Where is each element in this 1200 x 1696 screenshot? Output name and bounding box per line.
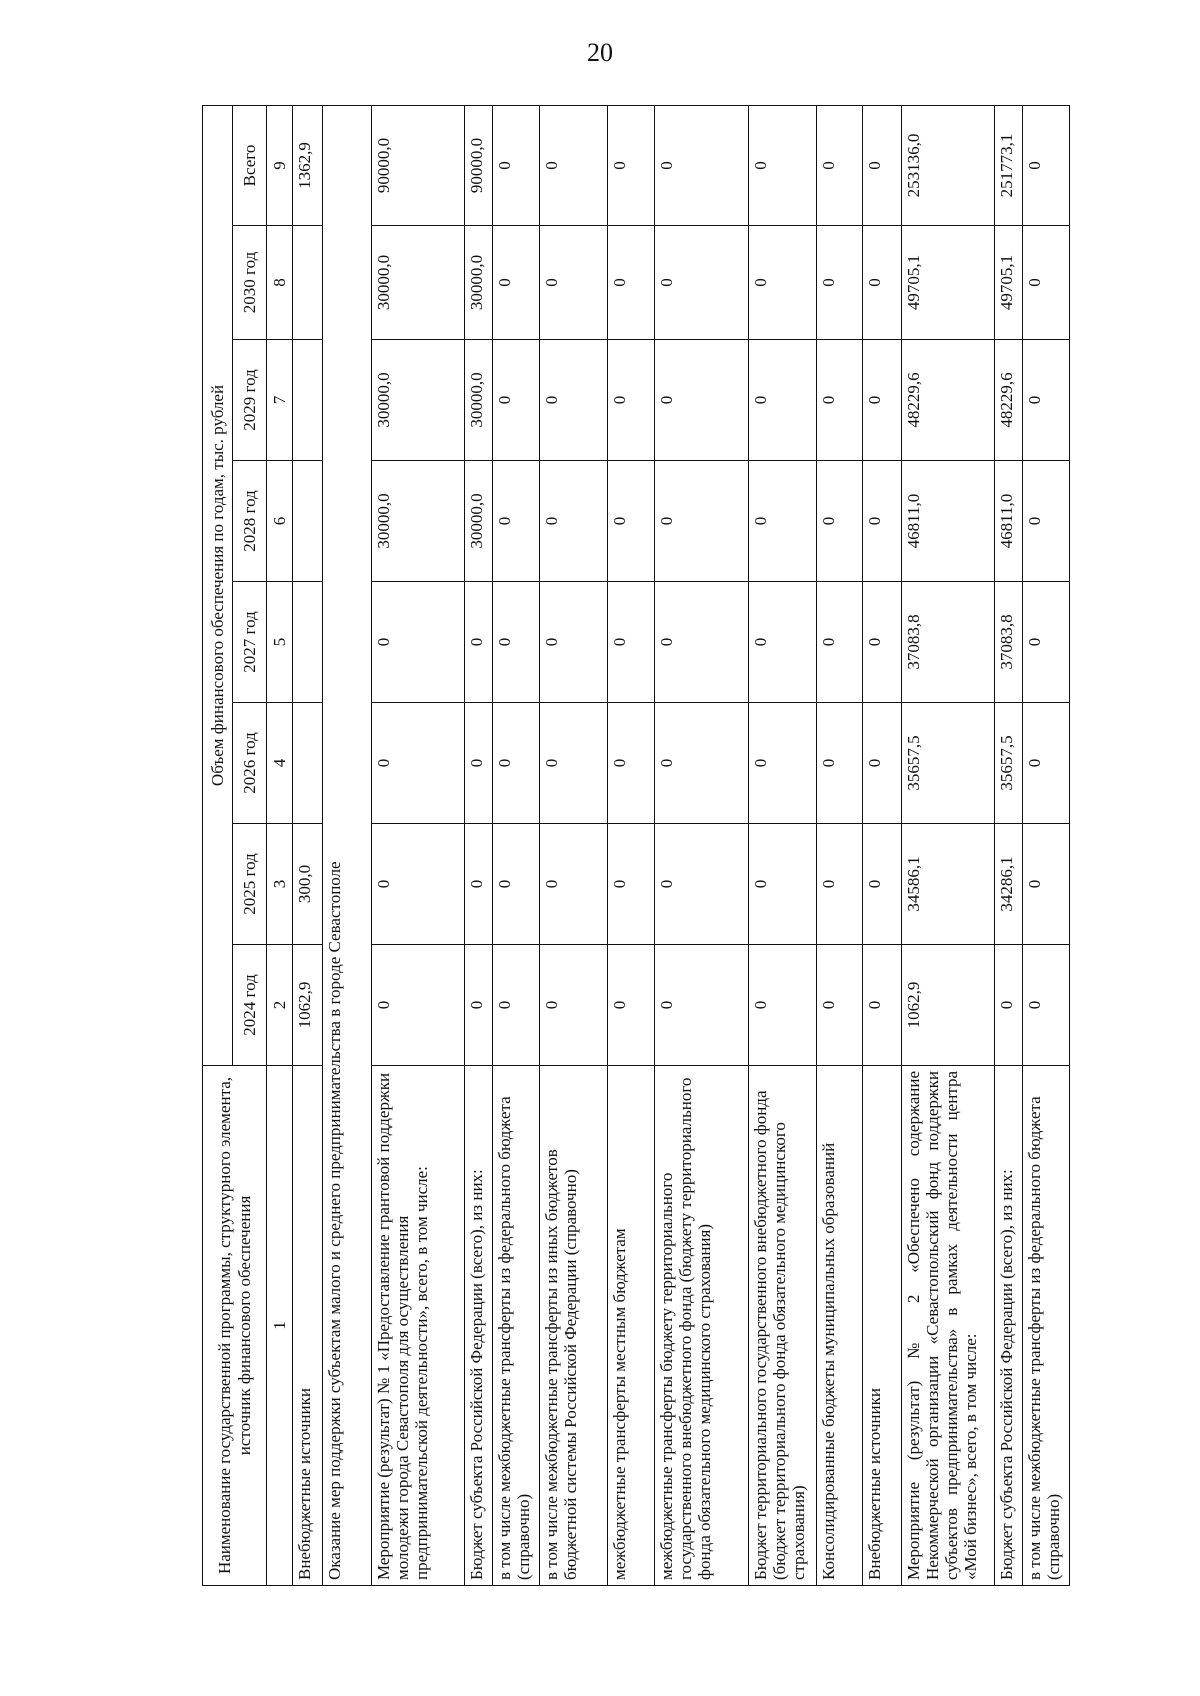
cell-value: 1062,9: [293, 945, 323, 1066]
cell-value: 0: [748, 461, 816, 582]
cell-value: 0: [654, 226, 748, 340]
header-year-2026: 2026 год: [233, 703, 267, 824]
table-container: [202, 106, 1070, 1586]
cell-value: 0: [608, 945, 655, 1066]
table-row: [322, 105, 371, 1585]
cell-value: 253136,0: [901, 105, 995, 225]
section-heading: Оказание мер поддержки субъектам малого и среднего предпринимательства в городе Севастополе: [322, 105, 371, 1585]
row-name: межбюджетные трансферты местным бюджетам: [608, 1066, 655, 1586]
cell-value: 90000,0: [371, 105, 465, 225]
cell-value: 34286,1: [995, 824, 1023, 945]
cell-value: 0: [539, 824, 607, 945]
cell-value: 0: [465, 945, 493, 1066]
cell-value: 0: [608, 340, 655, 461]
table-row: [1023, 105, 1070, 1585]
cell-value: 49705,1: [901, 226, 995, 340]
header-year-2030: 2030 год: [233, 226, 267, 340]
row-name: в том числе межбюджетные трансферты из иных бюджетов бюджетной системы Российской Федерации (справочно): [539, 1066, 607, 1586]
header-name-column: Наименование государственной программы, структурного элемента, источник финансового обеспечения: [203, 1066, 267, 1586]
table-row: [748, 105, 816, 1585]
cell-value: 0: [539, 226, 607, 340]
cell-value: 30000,0: [465, 340, 493, 461]
cell-value: 0: [863, 945, 901, 1066]
col-number: 9: [267, 105, 293, 225]
cell-value: 0: [465, 703, 493, 824]
cell-value: 0: [816, 461, 863, 582]
cell-value: 0: [863, 105, 901, 225]
col-number: 3: [267, 824, 293, 945]
cell-value: 0: [748, 945, 816, 1066]
cell-value: 48229,6: [901, 340, 995, 461]
cell-value: 0: [1023, 340, 1070, 461]
cell-value: 0: [539, 582, 607, 703]
cell-value: 34586,1: [901, 824, 995, 945]
cell-value: 0: [1023, 582, 1070, 703]
row-name: в том числе межбюджетные трансферты из федерального бюджета (справочно): [493, 1066, 540, 1586]
cell-value: 0: [539, 703, 607, 824]
cell-value: 0: [539, 340, 607, 461]
row-name: Консолидированные бюджеты муниципальных образований: [816, 1066, 863, 1586]
cell-value: 37083,8: [901, 582, 995, 703]
cell-value: 35657,5: [995, 703, 1023, 824]
cell-value: 0: [371, 824, 465, 945]
table-row: [608, 105, 655, 1585]
page-number: 20: [587, 38, 613, 67]
header-year-2028: 2028 год: [233, 461, 267, 582]
cell-value: 0: [654, 582, 748, 703]
cell-value: 0: [654, 824, 748, 945]
cell-value: 0: [493, 105, 540, 225]
col-number: 1: [267, 1066, 293, 1586]
row-name: Бюджет субъекта Российской Федерации (всего), из них:: [995, 1066, 1023, 1586]
cell-value: 0: [748, 824, 816, 945]
cell-value: 0: [493, 582, 540, 703]
cell-value: 300,0: [293, 824, 323, 945]
cell-value: 30000,0: [371, 340, 465, 461]
cell-value: 0: [371, 945, 465, 1066]
cell-value: 0: [1023, 703, 1070, 824]
cell-value: 0: [608, 824, 655, 945]
row-name: Бюджет территориального государственного внебюджетного фонда (бюджет территориального фонда обязательного медицинского страхования): [748, 1066, 816, 1586]
cell-value: 0: [748, 703, 816, 824]
cell-value: 0: [1023, 824, 1070, 945]
col-number: 5: [267, 582, 293, 703]
col-number: 2: [267, 945, 293, 1066]
row-name: межбюджетные трансферты бюджету территориального государственного внебюджетного фонда (бюджету территориального фонда обязательного медицинского страхования): [654, 1066, 748, 1586]
table-row: [539, 105, 607, 1585]
cell-value: 0: [493, 945, 540, 1066]
header-total: Всего: [233, 105, 267, 225]
row-name: Мероприятие (результат) № 2 «Обеспечено содержание Некоммерческой организации «Севастопольский фонд поддержки субъектов предпринимательства» в рамках деятельности центра «Мой бизнес», всего, в том числе:: [901, 1066, 995, 1586]
cell-value: [293, 461, 323, 582]
cell-value: 0: [539, 945, 607, 1066]
row-name: Внебюджетные источники: [863, 1066, 901, 1586]
cell-value: 0: [493, 824, 540, 945]
cell-value: 0: [863, 703, 901, 824]
cell-value: 30000,0: [371, 461, 465, 582]
cell-value: 0: [816, 582, 863, 703]
cell-value: 0: [654, 703, 748, 824]
cell-value: 0: [1023, 226, 1070, 340]
cell-value: 0: [748, 340, 816, 461]
cell-value: [293, 340, 323, 461]
cell-value: 48229,6: [995, 340, 1023, 461]
cell-value: 0: [465, 582, 493, 703]
cell-value: 0: [995, 945, 1023, 1066]
cell-value: 0: [863, 461, 901, 582]
header-volume-group: Объем финансового обеспечения по годам, тыс. рублей: [203, 105, 233, 1065]
cell-value: 0: [816, 105, 863, 225]
row-name: Внебюджетные источники: [293, 1066, 323, 1586]
cell-value: 0: [608, 105, 655, 225]
header-year-2027: 2027 год: [233, 582, 267, 703]
cell-value: 35657,5: [901, 703, 995, 824]
table-row: [863, 105, 901, 1585]
cell-value: 0: [539, 461, 607, 582]
cell-value: 0: [1023, 461, 1070, 582]
table-row: [371, 105, 465, 1585]
cell-value: 0: [608, 226, 655, 340]
cell-value: 0: [816, 340, 863, 461]
cell-value: 0: [493, 226, 540, 340]
cell-value: 0: [1023, 105, 1070, 225]
cell-value: 0: [1023, 945, 1070, 1066]
cell-value: 0: [863, 340, 901, 461]
cell-value: 0: [465, 824, 493, 945]
cell-value: 0: [816, 824, 863, 945]
row-name: Мероприятие (результат) № 1 «Предоставление грантовой поддержки молодежи города Севастополя для осуществления предпринимательской деятельности», всего, в том числе:: [371, 1066, 465, 1586]
header-year-2024: 2024 год: [233, 945, 267, 1066]
table-row: [493, 105, 540, 1585]
cell-value: 0: [608, 703, 655, 824]
cell-value: 0: [371, 582, 465, 703]
cell-value: 37083,8: [995, 582, 1023, 703]
cell-value: 0: [654, 340, 748, 461]
cell-value: 30000,0: [371, 226, 465, 340]
table-row: [901, 105, 995, 1585]
header-year-2029: 2029 год: [233, 340, 267, 461]
col-number: 8: [267, 226, 293, 340]
cell-value: 0: [654, 461, 748, 582]
table-row: [995, 105, 1023, 1585]
cell-value: 0: [608, 582, 655, 703]
row-name: в том числе межбюджетные трансферты из федерального бюджета (справочно): [1023, 1066, 1070, 1586]
cell-value: 49705,1: [995, 226, 1023, 340]
cell-value: 90000,0: [465, 105, 493, 225]
cell-value: 0: [863, 824, 901, 945]
cell-value: 0: [748, 105, 816, 225]
col-number: 6: [267, 461, 293, 582]
cell-value: 0: [608, 461, 655, 582]
col-number: 4: [267, 703, 293, 824]
cell-value: [293, 226, 323, 340]
table-row: [293, 105, 323, 1585]
cell-value: 0: [493, 703, 540, 824]
cell-value: [293, 703, 323, 824]
header-year-2025: 2025 год: [233, 824, 267, 945]
cell-value: 0: [863, 226, 901, 340]
cell-value: 0: [816, 703, 863, 824]
cell-value: 0: [863, 582, 901, 703]
cell-value: [293, 582, 323, 703]
cell-value: 0: [493, 461, 540, 582]
cell-value: 0: [748, 226, 816, 340]
cell-value: 1362,9: [293, 105, 323, 225]
row-name: Бюджет субъекта Российской Федерации (всего), из них:: [465, 1066, 493, 1586]
cell-value: 46811,0: [995, 461, 1023, 582]
cell-value: 0: [493, 340, 540, 461]
col-number: 7: [267, 340, 293, 461]
cell-value: 0: [748, 582, 816, 703]
cell-value: 1062,9: [901, 945, 995, 1066]
cell-value: 251773,1: [995, 105, 1023, 225]
table-row: [816, 105, 863, 1585]
cell-value: 0: [539, 105, 607, 225]
cell-value: 46811,0: [901, 461, 995, 582]
cell-value: 0: [816, 945, 863, 1066]
table-row: [465, 105, 493, 1585]
cell-value: 0: [816, 226, 863, 340]
table-row: [654, 105, 748, 1585]
cell-value: 30000,0: [465, 226, 493, 340]
cell-value: 0: [654, 105, 748, 225]
cell-value: 30000,0: [465, 461, 493, 582]
financing-table: [202, 105, 1070, 1586]
cell-value: 0: [654, 945, 748, 1066]
cell-value: 0: [371, 703, 465, 824]
